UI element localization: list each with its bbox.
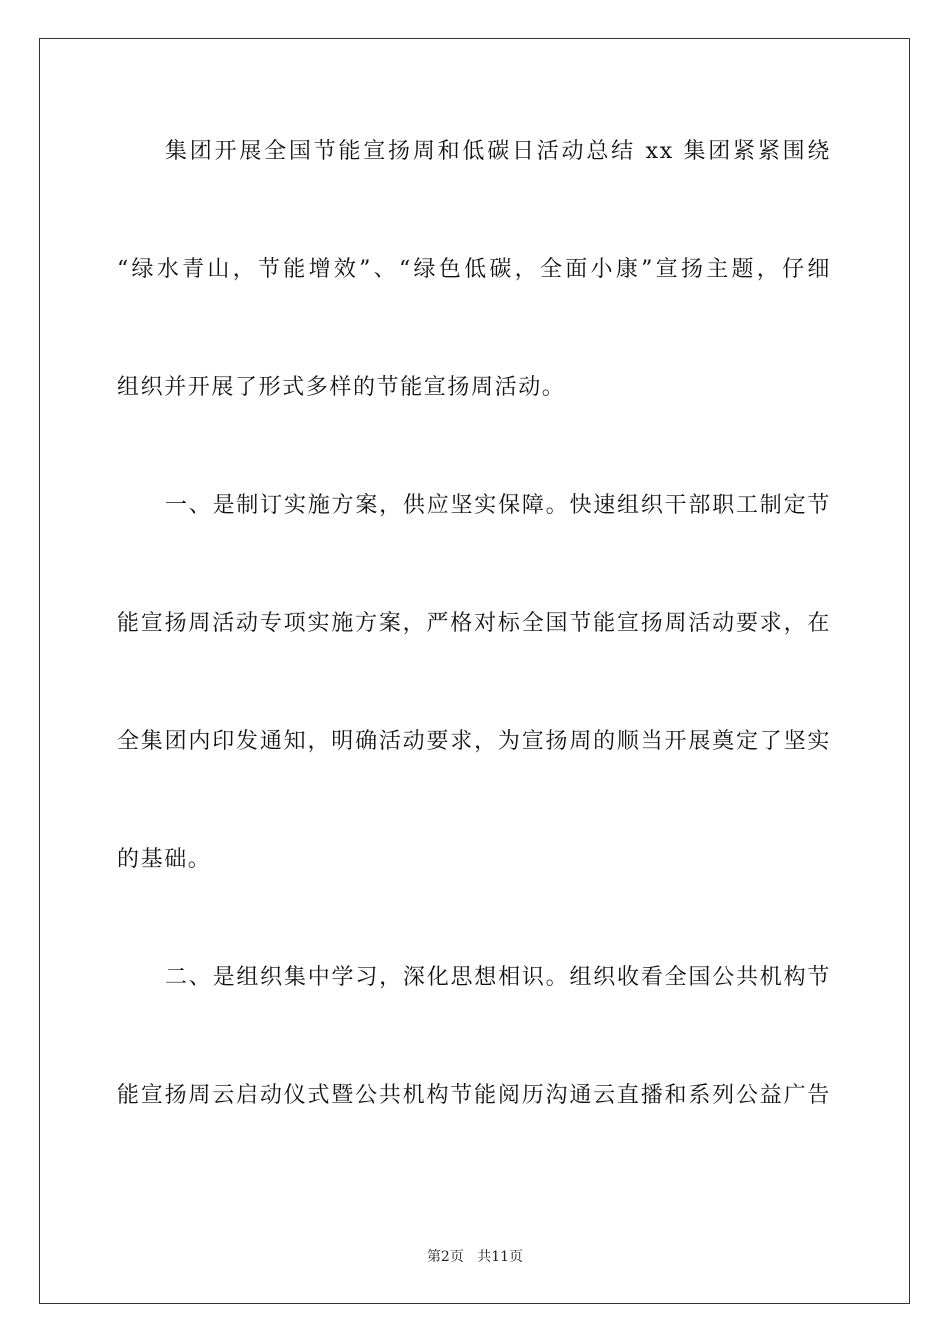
paragraph-line: 组织并开展了形式多样的节能宣扬周活动。 [117,375,566,400]
paragraph-line: 集团开展全国节能宣扬周和低碳日活动总结 xx 集团紧紧围绕 [165,139,831,164]
page-footer [0,1247,950,1267]
document-body [117,122,831,1184]
paragraph-line: 能宣扬周云启动仪式暨公共机构节能阅历沟通云直播和系列公益广告 [117,1083,831,1108]
paragraph-line: 的基础。 [117,847,212,872]
paragraph-line: 全集团内印发通知，明确活动要求，为宣扬周的顺当开展奠定了坚实 [117,729,831,754]
paragraph-line: “绿水青山，节能增效”、“绿色低碳，全面小康”宣扬主题，仔细 [117,257,831,282]
page-number: 第2页 [426,1249,464,1265]
paragraph-line: 能宣扬周活动专项实施方案，严格对标全国节能宣扬周活动要求，在 [117,611,831,636]
paragraph-line: 一、是制订实施方案，供应坚实保障。快速组织干部职工制定节 [165,493,831,518]
page-total: 共11页 [477,1249,524,1265]
paragraph-line: 二、是组织集中学习，深化思想相识。组织收看全国公共机构节 [165,965,831,990]
